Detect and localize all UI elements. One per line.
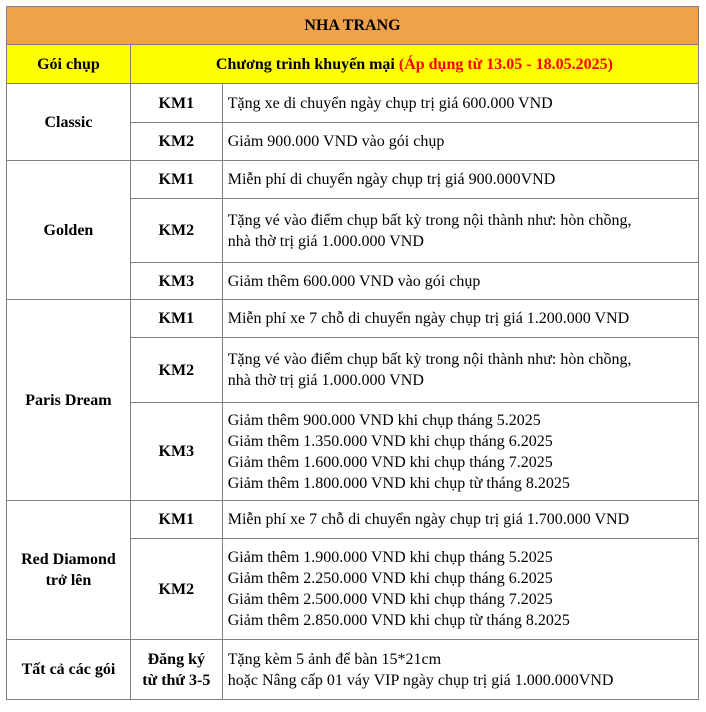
package-name-all: [7, 640, 131, 700]
table-row: [7, 161, 699, 199]
promo-line: Giảm thêm 2.250.000 VND khi chụp tháng 6.2025: [227, 570, 553, 587]
promo-line: Giảm 900.000 VND vào gói chụp: [227, 133, 445, 150]
package-name-line: Classic: [44, 113, 93, 131]
package-name-line: Golden: [43, 221, 94, 239]
table-row: [7, 300, 699, 338]
header-program: [130, 45, 698, 84]
promo-code: KM1: [130, 300, 222, 338]
package-name-line: Red Diamond: [21, 551, 116, 568]
promo-line: nhà thờ trị giá 1.000.000 VND: [227, 372, 424, 389]
promo-description: [222, 338, 698, 403]
promo-code: KM1: [130, 501, 222, 539]
promo-description: [222, 640, 698, 700]
promo-description: [222, 263, 698, 300]
promo-code: KM3: [130, 263, 222, 300]
promo-description: [222, 300, 698, 338]
promo-code: KM2: [130, 539, 222, 640]
promo-line: Miễn phí xe 7 chỗ di chuyển ngày chụp trị giá 1.200.000 VND: [227, 310, 630, 327]
promo-line: Tặng kèm 5 ảnh để bàn 15*21cm: [227, 650, 442, 668]
promo-line: Miễn phí xe 7 chỗ di chuyển ngày chụp trị giá 1.700.000 VND: [227, 511, 630, 528]
package-name-line: Paris Dream: [25, 391, 112, 409]
promo-description: [222, 539, 698, 640]
header-package: Gói chụp: [7, 45, 131, 84]
header-row: [7, 45, 699, 84]
promo-line: Giảm thêm 2.500.000 VND khi chụp tháng 7.2025: [227, 591, 553, 608]
promo-line: Giảm thêm 1.900.000 VND khi chụp tháng 5.2025: [227, 549, 553, 566]
promo-line: nhà thờ trị giá 1.000.000 VND: [227, 232, 424, 250]
header-date-note: (Áp dụng từ 13.05 - 18.05.2025): [398, 55, 613, 73]
promo-line: Miễn phí di chuyển ngày chụp trị giá 900.000VND: [227, 171, 556, 188]
promo-code: KM3: [130, 403, 222, 501]
promo-description: [222, 123, 698, 161]
package-name-paris-dream: [7, 300, 131, 501]
promo-line: Tặng vé vào điểm chụp bất kỳ trong nội thành như: hòn chồng,: [227, 351, 632, 368]
promo-line: hoặc Nâng cấp 01 váy VIP ngày chụp trị giá 1.000.000VND: [227, 671, 614, 689]
table-title: NHA TRANG: [7, 7, 699, 45]
promo-line: Giảm thêm 600.000 VND vào gói chụp: [227, 272, 481, 290]
promo-line: Giảm thêm 900.000 VND khi chụp tháng 5.2025: [227, 411, 541, 429]
header-program-label: Chương trình khuyến mại: [215, 55, 395, 73]
promo-line: Giảm thêm 2.850.000 VND khi chụp từ tháng 8.2025: [227, 612, 570, 629]
package-name-classic: [7, 84, 131, 161]
promo-code-line: Đăng ký: [147, 650, 205, 668]
promo-code: [130, 640, 222, 700]
promo-description: [222, 84, 698, 123]
promo-code: KM2: [130, 199, 222, 263]
package-name-line: trở lên: [45, 572, 92, 589]
promo-line: Giảm thêm 1.350.000 VND khi chụp tháng 6.2025: [227, 432, 553, 450]
promo-line: Giảm thêm 1.800.000 VND khi chụp từ tháng 8.2025: [227, 474, 570, 492]
promo-description: [222, 501, 698, 539]
promo-line: Tặng xe di chuyển ngày chụp trị giá 600.000 VND: [227, 94, 553, 112]
promo-description: [222, 403, 698, 501]
promotion-table: [6, 6, 699, 700]
promo-code: KM1: [130, 84, 222, 123]
package-name-golden: [7, 161, 131, 300]
table-row: [7, 501, 699, 539]
promo-description: [222, 161, 698, 199]
promo-line: Tặng vé vào điểm chụp bất kỳ trong nội thành như: hòn chồng,: [227, 211, 632, 229]
table-row: [7, 84, 699, 123]
promo-code-line: từ thứ 3-5: [142, 671, 211, 689]
table-row: [7, 640, 699, 700]
promo-code: KM2: [130, 338, 222, 403]
promo-line: Giảm thêm 1.600.000 VND khi chụp tháng 7.2025: [227, 453, 553, 471]
package-name-line: Tất cả các gói: [21, 661, 116, 678]
promo-description: [222, 199, 698, 263]
promo-code: KM1: [130, 161, 222, 199]
promo-code: KM2: [130, 123, 222, 161]
package-name-red-diamond: [7, 501, 131, 640]
